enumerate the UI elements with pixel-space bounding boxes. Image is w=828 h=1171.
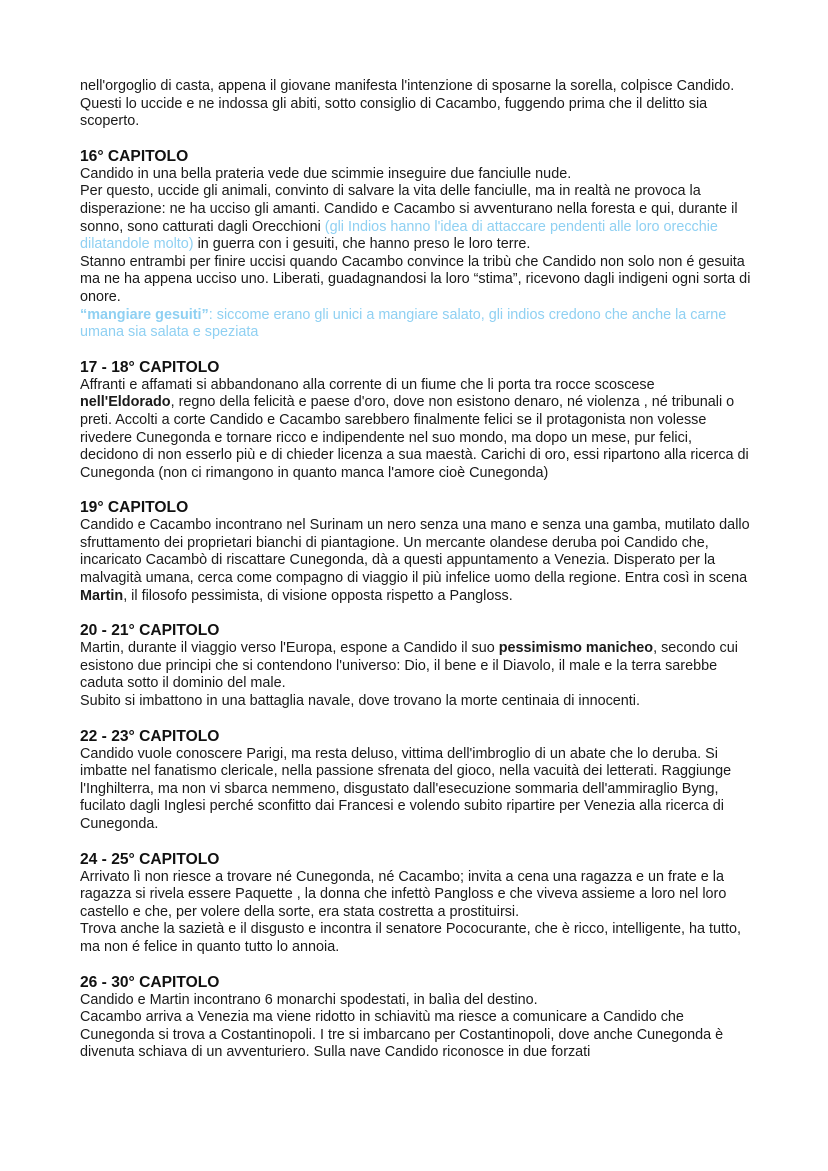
paragraph-text: in guerra con i gesuiti, che hanno preso le loro terre. [193,236,531,253]
paragraph-text: Per questo, uccide gli animali, convinto di salvare la vita delle fanciulle, ma in realtà ne provoca la disperazione: ne ha ucciso gli amanti. Candido e Cacambo si avventurano nella foresta e qui, durante il sonno, sono catturati dagli Orecchioni [80,183,738,235]
bold-term: nell'Eldorado [80,394,171,411]
note-text: (gli Indios hanno l'idea di attaccare pendenti alle loro orecchie dilatandole molto) [80,218,718,253]
bold-term: pessimismo manicheo [498,640,654,657]
paragraph-text: , regno della felicità e paese d'oro, dove non esistono denaro, né violenza , né tribunali o preti. Accolti a corte Candido e Cacambo sarebbero finalmente felici se il protagonista non volesse rivedere Cunegonda e tornare ricco e indipendente nel suo mondo, ma dopo un mese, pur felici, decidono di non esserlo più e di chieder licenza a sua maestà. Carichi di oro, essi ripartono alla ricerca di Cunegonda (non ci rimangono in quanto manca l'amore cioè Cunegonda) [80,394,749,481]
section-20-21 [80,622,752,710]
section-22-23 [80,728,752,834]
note-paragraph [80,307,752,342]
intro-paragraph: nell'orgoglio di casta, appena il giovane manifesta l'intenzione di sposarne la sorella, colpisce Candido. Questi lo uccide e ne indossa gli abiti, sotto consiglio di Cacambo, fuggendo prima che il delitto sia scoperto. [80,78,735,130]
paragraph [80,183,752,253]
paragraph-text: Candido e Cacambo incontrano nel Surinam un nero senza una mano e senza una gamba, mutilato dallo sfruttamento dei proprietari bianchi di piantagione. Un mercante olandese deruba poi Candido che, incaricato Cacambò di riscattare Cunegonda, dà a questi appuntamento a Venezia. Disperato per la malvagità umana, cerca come compagno di viaggio il più infelice uomo della regione. Entra così in scena [80,517,750,587]
paragraph-text: Martin, durante il viaggio verso l'Europa, espone a Candido il suo [80,640,499,657]
section-title: 22 - 23° CAPITOLO [80,727,220,745]
document-content [80,78,752,1062]
paragraph-text: , il filosofo pessimista, di visione opposta rispetto a Pangloss. [123,587,513,604]
paragraph: Arrivato lì non riesce a trovare né Cunegonda, né Cacambo; invita a cena una ragazza e un frate e la ragazza si rivela essere Paquette , la donna che infettò Pangloss e che viveva assieme a loro nel loro castello e che, per volere della sorte, era stata costretta a prostituirsi. [80,868,727,920]
section-24-25 [80,851,752,957]
paragraph: Candido e Martin incontrano 6 monarchi spodestati, in balìa del destino. [80,991,538,1008]
paragraph [80,517,752,605]
paragraph [80,377,752,483]
section-16 [80,148,752,342]
paragraph: Cacambo arriva a Venezia ma viene ridotto in schiavitù ma riesce a comunicare a Candido che Cunegonda si trova a Costantinopoli. I tre si imbarcano per Costantinopoli, dove anche Cunegonda è divenuta schiava di un avventuriero. Sulla nave Candido riconosce in due forzati [80,1009,724,1061]
paragraph-text: , secondo cui esistono due principi che si contendono l'universo: Dio, il bene e il Diavolo, il male e la terra sarebbe caduta sotto il dominio del male. [80,640,738,692]
paragraph-text: Affranti e affamati si abbandonano alla corrente di un fiume che li porta tra rocce scoscese [80,376,655,393]
section-19 [80,499,752,605]
paragraph: Stanno entrambi per finire uccisi quando Cacambo convince la tribù che Candido non solo non é gesuita ma ne ha appena ucciso uno. Liberati, guadagnandosi la loro “stima”, ricevono dagli indigeni ogni sorta di onore. [80,253,751,305]
paragraph: Trova anche la sazietà e il disgusto e incontra il senatore Pococurante, che è ricco, intelligente, ha tutto, ma non é felice in quanto tutto lo annoia. [80,921,742,955]
bold-term: Martin [80,587,124,604]
section-title: 16° CAPITOLO [80,147,189,165]
paragraph: Subito si imbattono in una battaglia navale, dove trovano la morte centinaia di innocenti. [80,693,640,710]
paragraph [80,640,752,693]
note-term: “mangiare gesuiti” [80,306,209,323]
section-title: 20 - 21° CAPITOLO [80,622,220,640]
section-title: 19° CAPITOLO [80,499,189,517]
paragraph: Candido in una bella prateria vede due scimmie inseguire due fanciulle nude. [80,165,572,182]
note-text: : siccome erano gli unici a mangiare salato, gli indios credono che anche la carne umana sia salata e speziata [80,306,727,341]
paragraph: Candido vuole conoscere Parigi, ma resta deluso, vittima dell'imbroglio di un abate che lo deruba. Si imbatte nel fanatismo clericale, nella passione sfrenata del gioco, nella vacuità dei letterati. Raggiunge l'Inghilterra, ma non vi sbarca nemmeno, disgustato dall'esecuzione sommaria dell'ammiraglio Byng, fucilato dagli Inglesi perché sconfitto dai Francesi e volendo subito ripartire per Venezia alla ricerca di Cunegonda. [80,745,732,832]
section-title: 26 - 30° CAPITOLO [80,973,220,991]
section-title: 24 - 25° CAPITOLO [80,850,220,868]
section-17-18 [80,359,752,483]
section-26-30 [80,974,752,1062]
section-title: 17 - 18° CAPITOLO [80,358,220,376]
